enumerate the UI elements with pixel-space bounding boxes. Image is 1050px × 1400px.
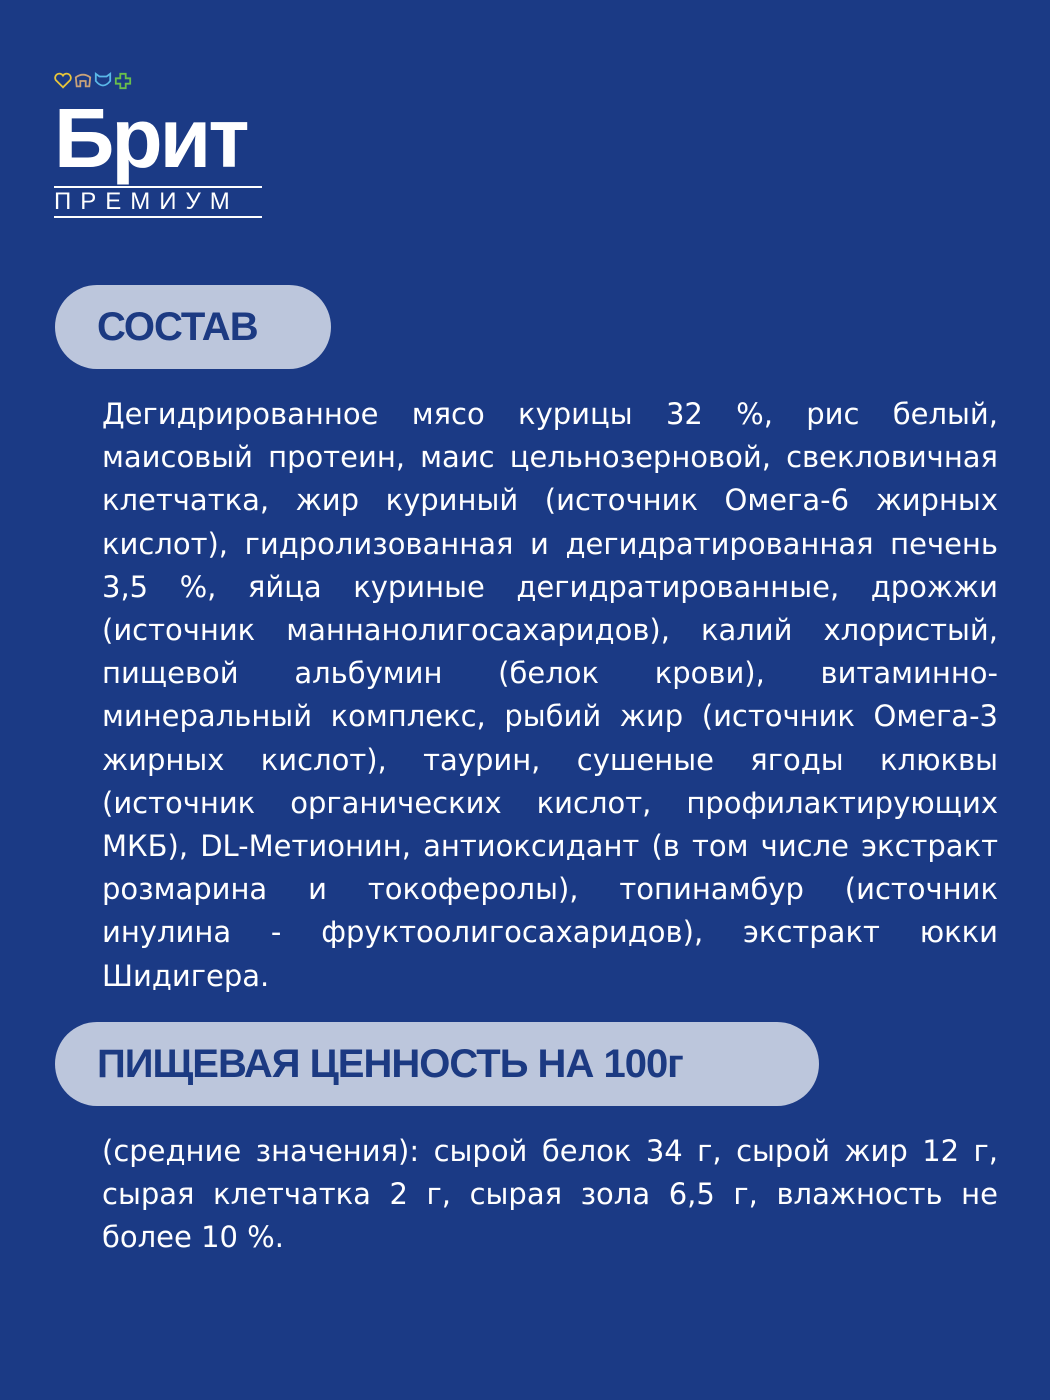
dog-icon: [74, 72, 92, 90]
composition-heading: СОСТАВ: [97, 304, 258, 349]
nutrition-heading-pill: [55, 1022, 819, 1106]
brand-logo: [54, 72, 268, 218]
cat-icon: [94, 72, 112, 90]
composition-text: Дегидрированное мясо курицы 32 %, рис белый, маисовый протеин, маис цельнозерновой, свекловичная клетчатка, жир куриный (источник Омега-6 жирных кислот), гидролизованная и дегидратированная печень 3,5 %, яйца куриные дегидратированные, дрожжи (источник маннанолигосахаридов), калий хлористый, пищевой альбумин (белок крови), витаминно-минеральный комплекс, рыбий жир (источник Омега-3 жирных кислот), таурин, сушеные ягоды клюквы (источник органических кислот, профилактирующих МКБ), DL-Метионин, антиоксидант (в том числе экстракт розмарина и токоферолы), топинамбур (источник инулина - фруктоолигосахаридов), экстракт юкки Шидигера.: [102, 397, 998, 993]
plus-icon: [114, 72, 132, 90]
composition-heading-pill: [55, 285, 331, 369]
logo-icons: [54, 72, 268, 92]
brand-name: Брит: [54, 91, 247, 185]
heart-icon: [54, 72, 72, 90]
nutrition-heading: ПИЩЕВАЯ ЦЕННОСТЬ НА 100г: [97, 1041, 683, 1086]
nutrition-text: (средние значения): сырой белок 34 г, сырой жир 12 г, сырая клетчатка 2 г, сырая зола 6,5 г, влажность не более 10 %.: [102, 1134, 998, 1255]
brand-subtitle: ПРЕМИУМ: [54, 186, 262, 218]
